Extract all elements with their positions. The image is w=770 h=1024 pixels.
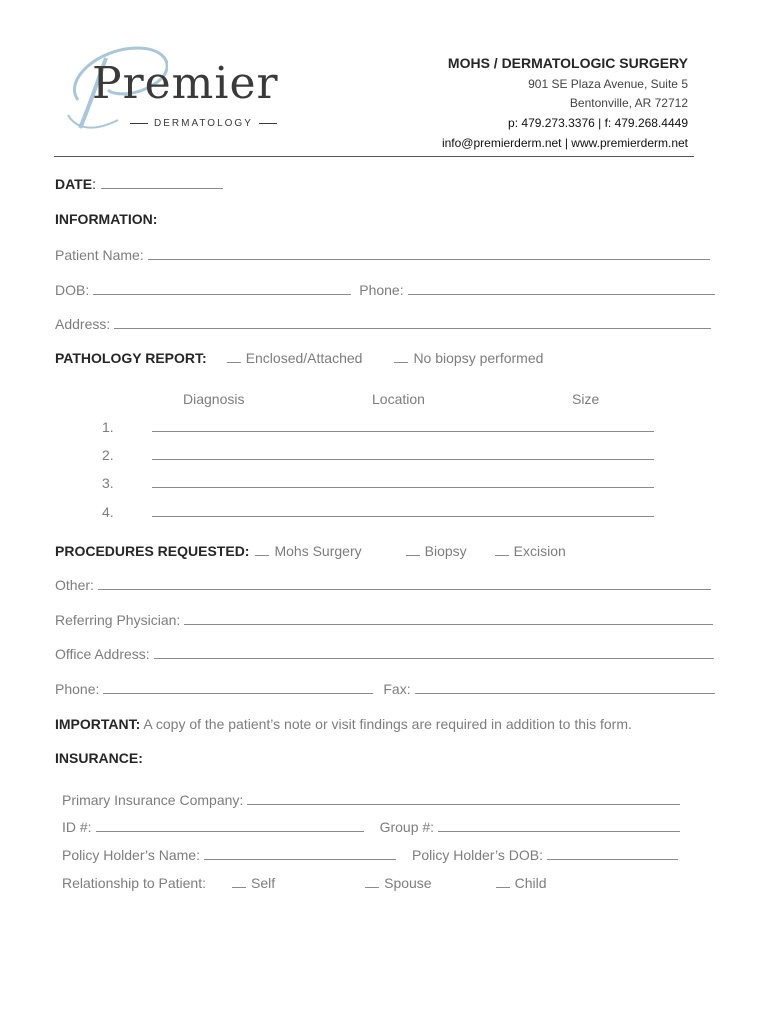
pathology-line-4 [102,504,654,520]
col-location: Location [372,391,425,407]
office-field[interactable] [154,657,714,659]
enclosed-label: Enclosed/Attached [245,350,363,366]
relationship-label: Relationship to Patient: [62,875,206,891]
biopsy-label: Biopsy [424,543,467,559]
logo-word: Premier [92,58,279,109]
dob-phone-row [55,282,715,298]
dob-field[interactable] [93,293,351,295]
ref-phone-label: Phone: [55,681,100,697]
self-label: Self [250,875,276,891]
important-text: A copy of the patient’s note or visit findings are required in addition to this form. [143,716,632,732]
child-checkbox[interactable] [496,886,510,888]
holder-row [62,847,678,863]
row-number: 4. [102,504,114,520]
pathology-field-2[interactable] [152,458,654,460]
mohs-label: Mohs Surgery [274,543,362,559]
phone-label: Phone: [359,282,404,298]
important-label: IMPORTANT: [55,716,141,732]
pathology-field-3[interactable] [152,486,654,488]
fax-field[interactable] [415,692,715,694]
mohs-checkbox[interactable] [255,554,269,556]
office-row [55,646,714,662]
important-note [55,716,632,732]
insurance-heading: INSURANCE: [55,750,143,766]
email-website: info@premierderm.net | www.premierderm.net [441,136,688,150]
information-heading: INFORMATION: [55,211,158,227]
patient-name-row [55,247,710,263]
phone-fax: p: 479.273.3376 | f: 479.268.4449 [508,116,688,130]
procedures-heading: PROCEDURES REQUESTED: [55,543,250,559]
holder-dob-field[interactable] [547,858,678,860]
referring-label: Referring Physician: [55,612,181,628]
pathology-line-3 [102,475,654,491]
address-field[interactable] [114,327,711,329]
relationship-row [62,875,547,891]
self-option[interactable] [232,875,275,891]
self-checkbox[interactable] [232,886,246,888]
logo-sub [130,118,277,129]
no-biopsy-option[interactable] [394,350,543,366]
spouse-checkbox[interactable] [365,886,379,888]
date-colon: : [92,176,96,192]
patient-name-label: Patient Name: [55,247,144,263]
excision-label: Excision [513,543,566,559]
no-biopsy-label: No biopsy performed [413,350,544,366]
patient-name-field[interactable] [148,258,710,260]
group-label: Group #: [379,819,435,835]
excision-checkbox[interactable] [495,554,509,556]
row-number: 1. [102,419,114,435]
group-field[interactable] [438,830,680,832]
holder-dob-label: Policy Holder’s DOB: [411,847,543,863]
ref-phone-field[interactable] [103,692,373,694]
referring-row [55,612,713,628]
enclosed-option[interactable] [227,350,363,366]
form-title: MOHS / DERMATOLOGIC SURGERY [447,55,688,71]
logo-sub-text: DERMATOLOGY [154,118,253,129]
date-row [55,176,223,192]
pathology-line-2 [102,447,654,463]
row-number: 2. [102,447,114,463]
fax-label: Fax: [383,681,411,697]
header-rule [54,156,694,157]
pathology-field-4[interactable] [152,515,654,517]
address-line-1: 901 SE Plaza Avenue, Suite 5 [528,77,688,91]
procedures-row [55,543,566,559]
excision-option[interactable] [495,543,566,559]
referring-field[interactable] [184,623,713,625]
col-diagnosis: Diagnosis [183,391,245,407]
id-field[interactable] [96,830,364,832]
date-label: DATE [55,176,93,192]
date-field[interactable] [101,187,223,189]
other-label: Other: [55,577,94,593]
spouse-option[interactable] [365,875,431,891]
pathology-line-1 [102,419,654,435]
pathology-row [55,350,543,366]
col-size: Size [572,391,600,407]
id-label: ID #: [62,819,92,835]
enclosed-checkbox[interactable] [227,361,241,363]
holder-name-label: Policy Holder’s Name: [62,847,200,863]
mohs-option[interactable] [255,543,361,559]
id-group-row [62,819,680,835]
address-line-2: Bentonville, AR 72712 [569,96,688,110]
other-row [55,577,711,593]
address-label: Address: [55,316,111,332]
child-label: Child [514,875,547,891]
office-label: Office Address: [55,646,150,662]
address-row [55,316,711,332]
pathology-heading: PATHOLOGY REPORT: [55,350,207,366]
phone-fax-row [55,681,715,697]
holder-name-field[interactable] [204,858,396,860]
no-biopsy-checkbox[interactable] [394,361,408,363]
insurance-company-field[interactable] [247,803,680,805]
insurance-company-row [62,792,680,808]
spouse-label: Spouse [384,875,432,891]
child-option[interactable] [496,875,547,891]
phone-field[interactable] [408,293,715,295]
dob-label: DOB: [55,282,90,298]
row-number: 3. [102,475,114,491]
biopsy-checkbox[interactable] [406,554,420,556]
other-field[interactable] [98,588,711,590]
insurance-company-label: Primary Insurance Company: [62,792,244,808]
pathology-field-1[interactable] [152,430,654,432]
logo [58,40,288,135]
biopsy-option[interactable] [406,543,467,559]
